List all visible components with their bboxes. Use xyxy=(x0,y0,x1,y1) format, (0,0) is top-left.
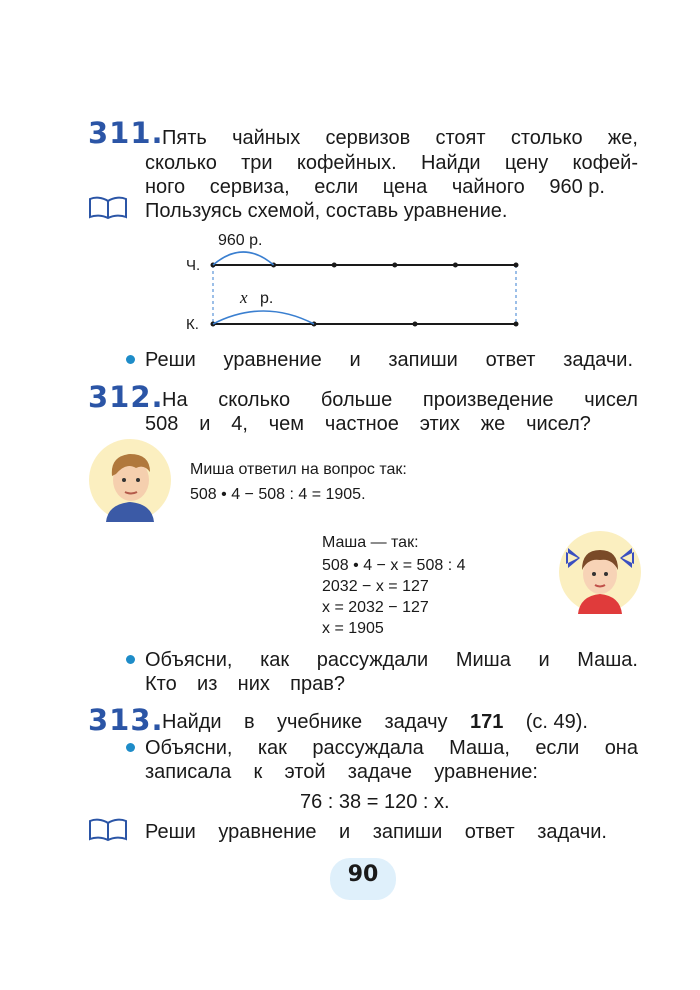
p313-task-line-2: записала к этой задаче уравнение: xyxy=(145,761,538,783)
coffee-price-var: x xyxy=(240,288,248,307)
p311-line-2: сколько три кофейных. Найди цену кофей- xyxy=(145,152,638,174)
bullet-icon xyxy=(126,655,135,664)
misha-intro: Миша ответил на вопрос так: xyxy=(190,461,407,478)
open-book-icon xyxy=(88,818,128,842)
open-book-icon xyxy=(88,196,128,220)
masha-line-4: x = 1905 xyxy=(322,620,384,637)
p312-task-line-2: Кто из них прав? xyxy=(145,673,345,695)
tea-label: Ч. xyxy=(186,257,201,274)
p311-line-1: Пять чайных сервизов стоят столько же, xyxy=(162,127,638,149)
bullet-icon xyxy=(126,355,135,364)
masha-line-2: 2032 − x = 127 xyxy=(322,578,429,595)
tea-price-arc xyxy=(213,252,274,265)
coffee-label: К. xyxy=(186,316,199,333)
tea-tick-point xyxy=(332,263,337,268)
coffee-tick-point xyxy=(413,322,418,327)
p312-line-2: 508 и 4, чем частное этих же чисел? xyxy=(145,413,591,435)
masha-line-3: x = 2032 − 127 xyxy=(322,599,429,616)
tea-tick-point xyxy=(453,263,458,268)
coffee-price-unit: р. xyxy=(260,290,274,307)
problem-311-number: 311. xyxy=(88,116,164,150)
task-ref: 171 xyxy=(469,711,504,733)
coffee-tick-point xyxy=(514,322,519,327)
misha-equation: 508 • 4 − 508 : 4 = 1905. xyxy=(190,486,366,503)
coffee-price-arc xyxy=(213,311,314,324)
problem-313-number: 313. xyxy=(88,703,164,737)
scheme-diagram xyxy=(180,225,540,335)
tea-tick-point xyxy=(392,263,397,268)
p313-final: Реши уравнение и запиши ответ задачи. xyxy=(145,821,607,843)
p313-line-1: Найди в учебнике задачу 171 (с. 49). xyxy=(162,711,588,733)
p313-equation: 76 : 38 = 120 : x. xyxy=(300,791,450,813)
masha-intro: Маша — так: xyxy=(322,534,419,551)
girl-avatar xyxy=(558,530,642,614)
p311-line-3: ного сервиза, если цена чайного 960 р. xyxy=(145,176,605,198)
p311-hint: Пользуясь схемой, составь уравнение. xyxy=(145,200,508,222)
bullet-icon xyxy=(126,743,135,752)
p312-task-line-1: Объясни, как рассуждали Миша и Маша. xyxy=(145,649,638,671)
tea-price-label: 960 р. xyxy=(218,232,263,249)
p313-task-line-1: Объясни, как рассуждала Маша, если она xyxy=(145,737,638,759)
masha-line-1: 508 • 4 − x = 508 : 4 xyxy=(322,557,466,574)
problem-312-number: 312. xyxy=(88,380,164,414)
page-number: 90 xyxy=(347,862,379,887)
p311-task: Реши уравнение и запиши ответ задачи. xyxy=(145,349,633,371)
p312-line-1: На сколько больше произведение чисел xyxy=(162,389,638,411)
boy-avatar xyxy=(88,438,172,522)
tea-tick-point xyxy=(514,263,519,268)
